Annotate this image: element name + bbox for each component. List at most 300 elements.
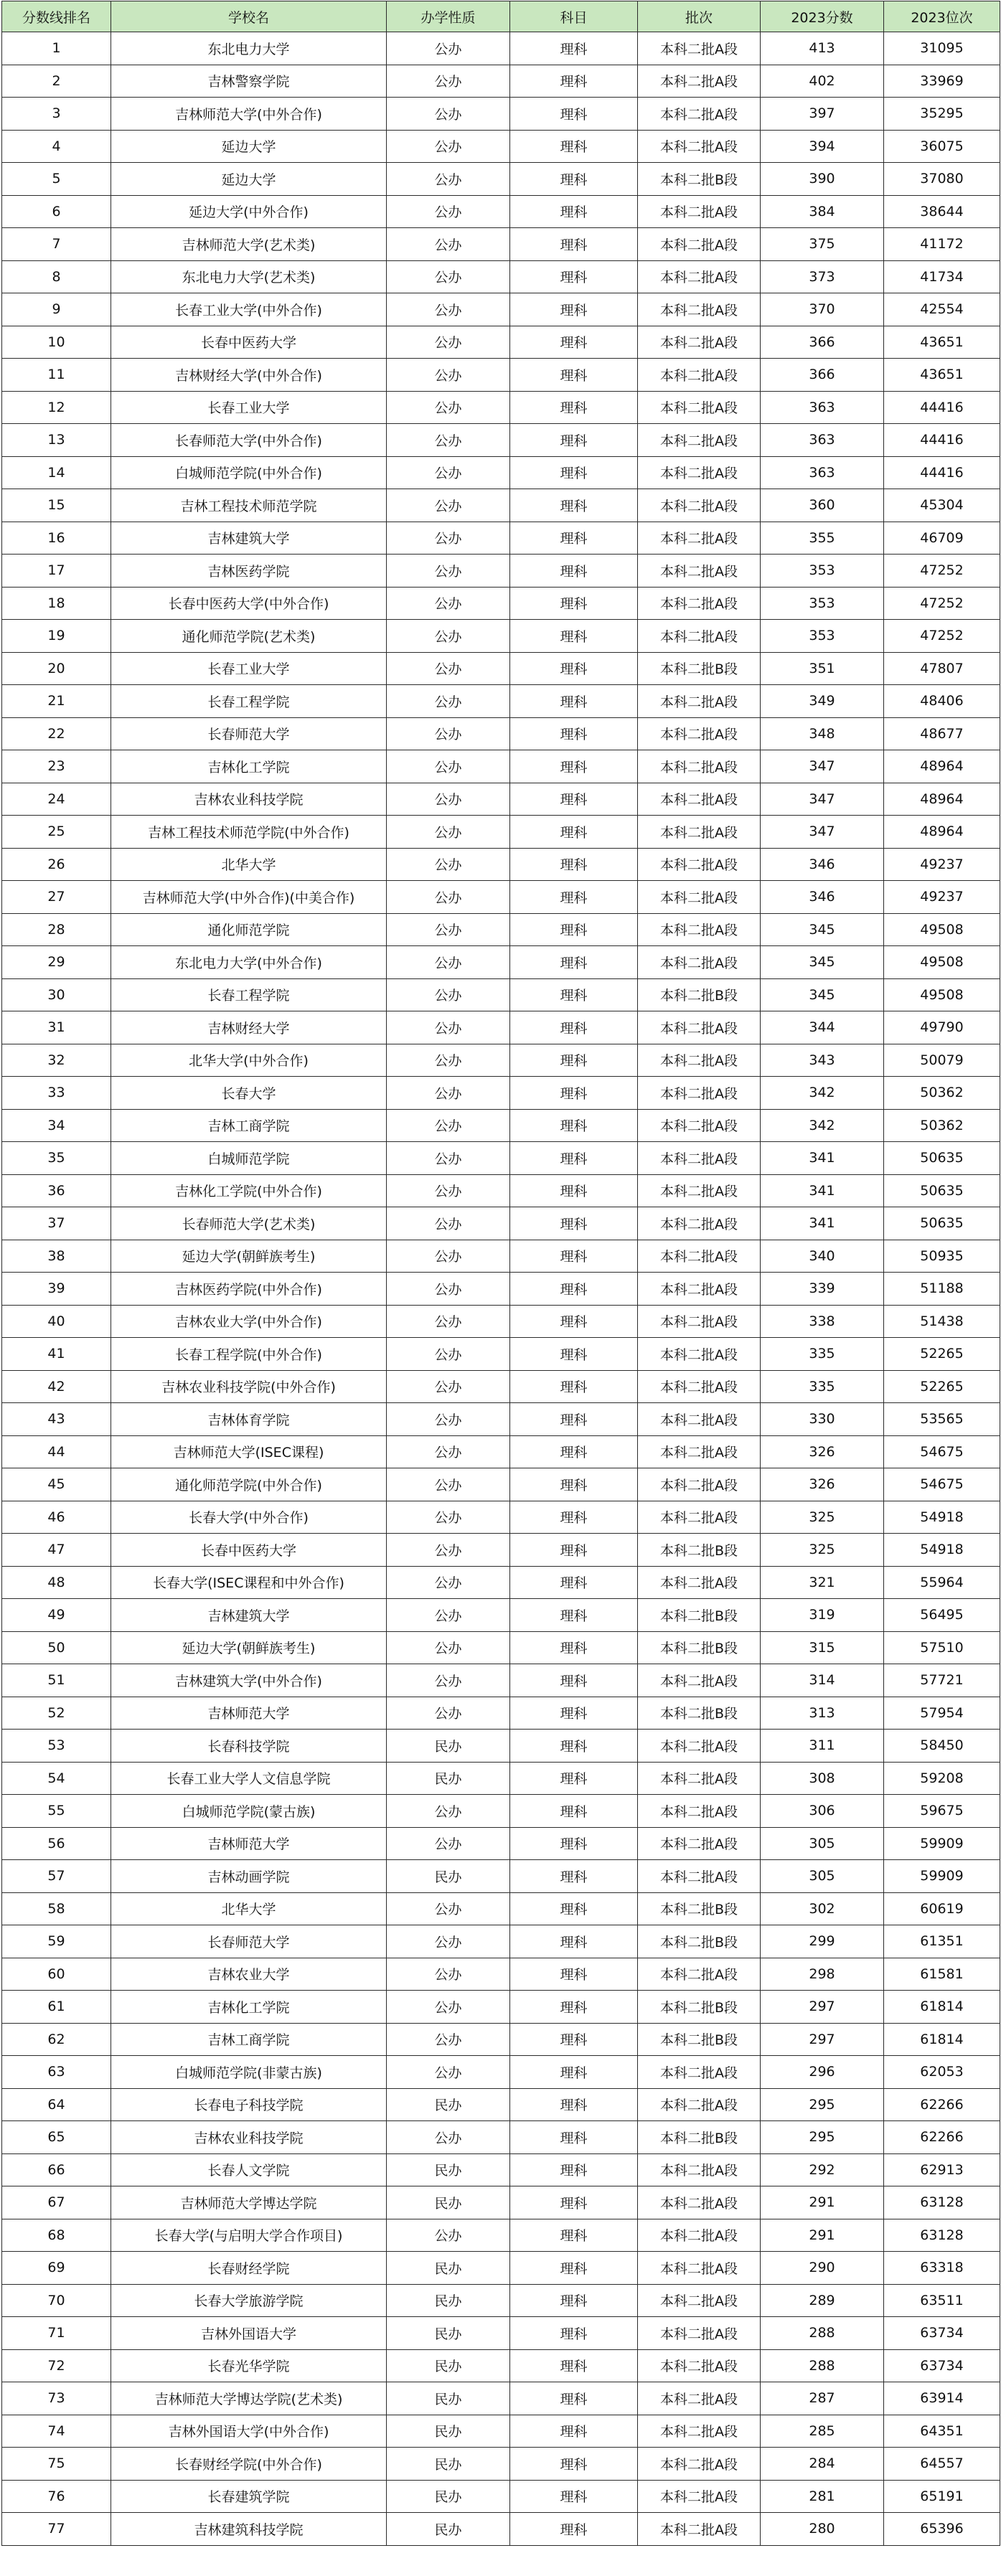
cell-score: 305 (761, 1827, 884, 1860)
cell-ownership: 公办 (387, 195, 510, 228)
cell-subject: 理科 (510, 2415, 638, 2448)
cell-ownership: 公办 (387, 391, 510, 424)
cell-batch: 本科二批A段 (638, 2153, 761, 2186)
cell-batch: 本科二批A段 (638, 2056, 761, 2089)
cell-score: 281 (761, 2480, 884, 2513)
cell-subject: 理科 (510, 2088, 638, 2121)
table-row (2, 848, 1000, 881)
cell-ownership: 公办 (387, 32, 510, 65)
cell-ownership: 公办 (387, 228, 510, 261)
cell-score: 315 (761, 1631, 884, 1664)
cell-batch: 本科二批A段 (638, 2088, 761, 2121)
cell-score: 353 (761, 587, 884, 620)
cell-rank: 36 (2, 1174, 111, 1207)
cell-subject: 理科 (510, 1403, 638, 1436)
column-header-rank: 分数线排名 (2, 1, 111, 32)
cell-subject: 理科 (510, 65, 638, 98)
cell-ownership: 公办 (387, 1338, 510, 1371)
table-row (2, 1109, 1000, 1142)
cell-school-name: 北华大学 (111, 1892, 387, 1925)
cell-ownership: 公办 (387, 1892, 510, 1925)
cell-batch: 本科二批B段 (638, 1892, 761, 1925)
cell-score: 330 (761, 1403, 884, 1436)
table-row (2, 946, 1000, 979)
table-body (2, 32, 1000, 2546)
cell-position: 61351 (884, 1925, 1000, 1958)
cell-school-name: 吉林医药学院(中外合作) (111, 1273, 387, 1306)
table-row (2, 195, 1000, 228)
cell-school-name: 白城师范学院(非蒙古族) (111, 2056, 387, 2089)
cell-ownership: 公办 (387, 1370, 510, 1403)
cell-ownership: 公办 (387, 260, 510, 293)
cell-batch: 本科二批A段 (638, 522, 761, 555)
cell-subject: 理科 (510, 1762, 638, 1795)
cell-subject: 理科 (510, 946, 638, 979)
table-row (2, 522, 1000, 555)
cell-score: 402 (761, 65, 884, 98)
cell-score: 288 (761, 2349, 884, 2382)
cell-school-name: 长春大学(中外合作) (111, 1501, 387, 1534)
cell-subject: 理科 (510, 359, 638, 392)
cell-score: 366 (761, 326, 884, 359)
cell-ownership: 公办 (387, 424, 510, 457)
cell-rank: 58 (2, 1892, 111, 1925)
cell-rank: 51 (2, 1664, 111, 1697)
cell-subject: 理科 (510, 1599, 638, 1632)
cell-school-name: 延边大学 (111, 163, 387, 196)
cell-school-name: 长春大学旅游学院 (111, 2284, 387, 2317)
cell-score: 346 (761, 881, 884, 914)
cell-score: 345 (761, 913, 884, 946)
column-header-score: 2023分数 (761, 1, 884, 32)
cell-subject: 理科 (510, 424, 638, 457)
cell-rank: 66 (2, 2153, 111, 2186)
cell-ownership: 公办 (387, 1566, 510, 1599)
cell-school-name: 长春大学(与启明大学合作项目) (111, 2219, 387, 2252)
cell-rank: 7 (2, 228, 111, 261)
cell-position: 31095 (884, 32, 1000, 65)
cell-position: 48964 (884, 750, 1000, 783)
cell-score: 335 (761, 1370, 884, 1403)
cell-score: 363 (761, 456, 884, 489)
table-row (2, 1892, 1000, 1925)
cell-batch: 本科二批A段 (638, 32, 761, 65)
cell-ownership: 公办 (387, 881, 510, 914)
cell-subject: 理科 (510, 1273, 638, 1306)
cell-school-name: 长春工程学院 (111, 685, 387, 718)
cell-school-name: 吉林农业大学(中外合作) (111, 1305, 387, 1338)
cell-batch: 本科二批A段 (638, 1273, 761, 1306)
cell-subject: 理科 (510, 163, 638, 196)
cell-score: 299 (761, 1925, 884, 1958)
cell-school-name: 吉林师范大学 (111, 1827, 387, 1860)
cell-batch: 本科二批A段 (638, 881, 761, 914)
table-row (2, 424, 1000, 457)
cell-score: 397 (761, 98, 884, 131)
cell-ownership: 公办 (387, 2023, 510, 2056)
cell-batch: 本科二批A段 (638, 1403, 761, 1436)
table-row (2, 2480, 1000, 2513)
table-row (2, 260, 1000, 293)
cell-rank: 15 (2, 489, 111, 522)
cell-subject: 理科 (510, 2252, 638, 2285)
cell-school-name: 长春师范大学 (111, 1925, 387, 1958)
cell-rank: 12 (2, 391, 111, 424)
cell-subject: 理科 (510, 652, 638, 685)
cell-score: 314 (761, 1664, 884, 1697)
column-header-school: 学校名 (111, 1, 387, 32)
cell-school-name: 吉林农业科技学院 (111, 2121, 387, 2154)
cell-position: 47252 (884, 587, 1000, 620)
cell-ownership: 公办 (387, 163, 510, 196)
cell-position: 54918 (884, 1534, 1000, 1567)
cell-position: 48406 (884, 685, 1000, 718)
cell-rank: 70 (2, 2284, 111, 2317)
cell-batch: 本科二批B段 (638, 1925, 761, 1958)
cell-rank: 57 (2, 1860, 111, 1893)
cell-subject: 理科 (510, 1044, 638, 1077)
cell-rank: 46 (2, 1501, 111, 1534)
cell-position: 63914 (884, 2382, 1000, 2415)
cell-rank: 27 (2, 881, 111, 914)
cell-school-name: 吉林动画学院 (111, 1860, 387, 1893)
cell-school-name: 通化师范学院 (111, 913, 387, 946)
cell-subject: 理科 (510, 2349, 638, 2382)
cell-batch: 本科二批B段 (638, 2023, 761, 2056)
table-row (2, 1566, 1000, 1599)
cell-school-name: 吉林农业大学 (111, 1958, 387, 1991)
cell-rank: 4 (2, 130, 111, 163)
cell-position: 49508 (884, 978, 1000, 1011)
cell-rank: 9 (2, 293, 111, 326)
cell-score: 319 (761, 1599, 884, 1632)
cell-ownership: 公办 (387, 326, 510, 359)
cell-ownership: 公办 (387, 620, 510, 653)
cell-ownership: 公办 (387, 555, 510, 588)
cell-ownership: 民办 (387, 1860, 510, 1893)
cell-ownership: 民办 (387, 2513, 510, 2546)
cell-rank: 3 (2, 98, 111, 131)
cell-position: 62266 (884, 2088, 1000, 2121)
cell-ownership: 民办 (387, 2088, 510, 2121)
cell-school-name: 长春大学(ISEC课程和中外合作) (111, 1566, 387, 1599)
cell-score: 311 (761, 1730, 884, 1763)
cell-ownership: 公办 (387, 1599, 510, 1632)
cell-subject: 理科 (510, 2284, 638, 2317)
cell-school-name: 吉林农业科技学院 (111, 783, 387, 816)
cell-position: 54675 (884, 1435, 1000, 1468)
cell-batch: 本科二批A段 (638, 2415, 761, 2448)
cell-subject: 理科 (510, 587, 638, 620)
cell-school-name: 长春财经学院 (111, 2252, 387, 2285)
cell-rank: 67 (2, 2186, 111, 2219)
cell-score: 363 (761, 424, 884, 457)
cell-ownership: 民办 (387, 2382, 510, 2415)
cell-batch: 本科二批A段 (638, 2317, 761, 2350)
cell-batch: 本科二批A段 (638, 2480, 761, 2513)
cell-school-name: 长春工程学院(中外合作) (111, 1338, 387, 1371)
cell-school-name: 长春工程学院 (111, 978, 387, 1011)
cell-subject: 理科 (510, 391, 638, 424)
cell-score: 313 (761, 1697, 884, 1730)
table-row (2, 587, 1000, 620)
cell-position: 50635 (884, 1207, 1000, 1240)
cell-score: 343 (761, 1044, 884, 1077)
cell-position: 49508 (884, 946, 1000, 979)
table-row (2, 163, 1000, 196)
cell-school-name: 延边大学(中外合作) (111, 195, 387, 228)
cell-batch: 本科二批A段 (638, 1044, 761, 1077)
cell-school-name: 吉林师范大学博达学院 (111, 2186, 387, 2219)
cell-subject: 理科 (510, 260, 638, 293)
cell-school-name: 吉林师范大学 (111, 1697, 387, 1730)
cell-position: 57510 (884, 1631, 1000, 1664)
cell-ownership: 民办 (387, 2153, 510, 2186)
table-row (2, 1795, 1000, 1828)
cell-position: 43651 (884, 359, 1000, 392)
cell-batch: 本科二批A段 (638, 620, 761, 653)
cell-score: 339 (761, 1273, 884, 1306)
cell-school-name: 延边大学(朝鲜族考生) (111, 1240, 387, 1273)
cell-position: 64351 (884, 2415, 1000, 2448)
table-row (2, 1958, 1000, 1991)
cell-batch: 本科二批A段 (638, 1142, 761, 1175)
cell-subject: 理科 (510, 2382, 638, 2415)
cell-score: 347 (761, 816, 884, 849)
table-row (2, 2186, 1000, 2219)
cell-batch: 本科二批A段 (638, 1011, 761, 1044)
table-row (2, 717, 1000, 750)
cell-score: 370 (761, 293, 884, 326)
cell-subject: 理科 (510, 1827, 638, 1860)
cell-score: 325 (761, 1501, 884, 1534)
cell-school-name: 长春工业大学人文信息学院 (111, 1762, 387, 1795)
cell-position: 57721 (884, 1664, 1000, 1697)
cell-subject: 理科 (510, 1109, 638, 1142)
table-row (2, 1011, 1000, 1044)
cell-school-name: 长春科技学院 (111, 1730, 387, 1763)
cell-rank: 55 (2, 1795, 111, 1828)
cell-position: 59675 (884, 1795, 1000, 1828)
cell-school-name: 吉林工商学院 (111, 2023, 387, 2056)
cell-subject: 理科 (510, 555, 638, 588)
cell-batch: 本科二批B段 (638, 2121, 761, 2154)
table-row (2, 1370, 1000, 1403)
cell-rank: 20 (2, 652, 111, 685)
cell-score: 325 (761, 1534, 884, 1567)
cell-rank: 68 (2, 2219, 111, 2252)
cell-batch: 本科二批A段 (638, 1664, 761, 1697)
cell-school-name: 延边大学 (111, 130, 387, 163)
cell-batch: 本科二批A段 (638, 587, 761, 620)
cell-batch: 本科二批A段 (638, 1077, 761, 1110)
cell-subject: 理科 (510, 1435, 638, 1468)
cell-ownership: 公办 (387, 652, 510, 685)
cell-ownership: 公办 (387, 783, 510, 816)
cell-subject: 理科 (510, 717, 638, 750)
table-row (2, 2056, 1000, 2089)
cell-score: 342 (761, 1077, 884, 1110)
cell-subject: 理科 (510, 1011, 638, 1044)
cell-ownership: 民办 (387, 2186, 510, 2219)
cell-score: 297 (761, 2023, 884, 2056)
table-row (2, 1860, 1000, 1893)
cell-school-name: 白城师范学院 (111, 1142, 387, 1175)
cell-subject: 理科 (510, 228, 638, 261)
cell-rank: 65 (2, 2121, 111, 2154)
cell-ownership: 民办 (387, 2284, 510, 2317)
cell-school-name: 长春电子科技学院 (111, 2088, 387, 2121)
cell-position: 48964 (884, 783, 1000, 816)
cell-batch: 本科二批A段 (638, 1795, 761, 1828)
table-row (2, 1631, 1000, 1664)
cell-subject: 理科 (510, 1207, 638, 1240)
cell-ownership: 公办 (387, 130, 510, 163)
cell-ownership: 公办 (387, 1991, 510, 2024)
cell-batch: 本科二批A段 (638, 913, 761, 946)
cell-subject: 理科 (510, 1174, 638, 1207)
cell-subject: 理科 (510, 685, 638, 718)
cell-score: 344 (761, 1011, 884, 1044)
cell-rank: 71 (2, 2317, 111, 2350)
cell-ownership: 公办 (387, 587, 510, 620)
cell-school-name: 吉林建筑科技学院 (111, 2513, 387, 2546)
cell-position: 52265 (884, 1338, 1000, 1371)
cell-rank: 39 (2, 1273, 111, 1306)
cell-batch: 本科二批A段 (638, 260, 761, 293)
cell-batch: 本科二批A段 (638, 1174, 761, 1207)
cell-batch: 本科二批A段 (638, 1730, 761, 1763)
cell-school-name: 东北电力大学(艺术类) (111, 260, 387, 293)
cell-rank: 62 (2, 2023, 111, 2056)
table-row (2, 2153, 1000, 2186)
cell-position: 54675 (884, 1468, 1000, 1501)
cell-score: 341 (761, 1142, 884, 1175)
cell-school-name: 吉林师范大学(ISEC课程) (111, 1435, 387, 1468)
cell-school-name: 长春人文学院 (111, 2153, 387, 2186)
cell-batch: 本科二批A段 (638, 359, 761, 392)
table-row (2, 2317, 1000, 2350)
cell-ownership: 公办 (387, 2121, 510, 2154)
cell-school-name: 吉林建筑大学(中外合作) (111, 1664, 387, 1697)
cell-school-name: 长春中医药大学 (111, 1534, 387, 1567)
cell-ownership: 公办 (387, 1697, 510, 1730)
cell-batch: 本科二批A段 (638, 685, 761, 718)
cell-rank: 33 (2, 1077, 111, 1110)
cell-subject: 理科 (510, 978, 638, 1011)
cell-position: 41734 (884, 260, 1000, 293)
cell-ownership: 民办 (387, 1730, 510, 1763)
cell-ownership: 公办 (387, 1011, 510, 1044)
cell-ownership: 公办 (387, 293, 510, 326)
cell-subject: 理科 (510, 848, 638, 881)
cell-school-name: 吉林财经大学(中外合作) (111, 359, 387, 392)
column-header-position: 2023位次 (884, 1, 1000, 32)
cell-subject: 理科 (510, 1240, 638, 1273)
cell-batch: 本科二批B段 (638, 1599, 761, 1632)
cell-rank: 52 (2, 1697, 111, 1730)
cell-batch: 本科二批A段 (638, 1240, 761, 1273)
cell-subject: 理科 (510, 881, 638, 914)
cell-score: 321 (761, 1566, 884, 1599)
cell-rank: 11 (2, 359, 111, 392)
cell-position: 47252 (884, 620, 1000, 653)
cell-position: 49508 (884, 913, 1000, 946)
cell-rank: 59 (2, 1925, 111, 1958)
cell-ownership: 公办 (387, 1044, 510, 1077)
cell-score: 340 (761, 1240, 884, 1273)
cell-rank: 49 (2, 1599, 111, 1632)
cell-position: 42554 (884, 293, 1000, 326)
cell-position: 59208 (884, 1762, 1000, 1795)
cell-score: 348 (761, 717, 884, 750)
cell-batch: 本科二批A段 (638, 456, 761, 489)
cell-score: 338 (761, 1305, 884, 1338)
cell-school-name: 东北电力大学(中外合作) (111, 946, 387, 979)
cell-batch: 本科二批A段 (638, 750, 761, 783)
cell-ownership: 公办 (387, 1240, 510, 1273)
cell-score: 285 (761, 2415, 884, 2448)
cell-subject: 理科 (510, 1892, 638, 1925)
cell-rank: 45 (2, 1468, 111, 1501)
cell-position: 49237 (884, 848, 1000, 881)
cell-subject: 理科 (510, 2153, 638, 2186)
cell-position: 64557 (884, 2448, 1000, 2481)
cell-ownership: 公办 (387, 1958, 510, 1991)
cell-rank: 16 (2, 522, 111, 555)
cell-score: 291 (761, 2186, 884, 2219)
cell-batch: 本科二批A段 (638, 783, 761, 816)
cell-rank: 74 (2, 2415, 111, 2448)
cell-position: 60619 (884, 1892, 1000, 1925)
cell-score: 390 (761, 163, 884, 196)
cell-position: 56495 (884, 1599, 1000, 1632)
cell-subject: 理科 (510, 1468, 638, 1501)
cell-score: 289 (761, 2284, 884, 2317)
cell-rank: 37 (2, 1207, 111, 1240)
cell-position: 59909 (884, 1827, 1000, 1860)
table-row (2, 359, 1000, 392)
cell-score: 308 (761, 1762, 884, 1795)
cell-position: 63734 (884, 2349, 1000, 2382)
cell-ownership: 公办 (387, 2056, 510, 2089)
cell-ownership: 公办 (387, 65, 510, 98)
cell-position: 59909 (884, 1860, 1000, 1893)
cell-school-name: 长春工业大学(中外合作) (111, 293, 387, 326)
column-header-ownership: 办学性质 (387, 1, 510, 32)
cell-batch: 本科二批A段 (638, 1370, 761, 1403)
cell-school-name: 吉林化工学院 (111, 750, 387, 783)
cell-rank: 64 (2, 2088, 111, 2121)
table-row (2, 228, 1000, 261)
cell-school-name: 东北电力大学 (111, 32, 387, 65)
cell-rank: 17 (2, 555, 111, 588)
cell-subject: 理科 (510, 293, 638, 326)
cell-batch: 本科二批A段 (638, 1109, 761, 1142)
cell-subject: 理科 (510, 1142, 638, 1175)
cell-rank: 38 (2, 1240, 111, 1273)
table-row (2, 750, 1000, 783)
table-row (2, 2448, 1000, 2481)
table-row (2, 881, 1000, 914)
cell-ownership: 公办 (387, 1174, 510, 1207)
table-row (2, 1762, 1000, 1795)
cell-position: 49790 (884, 1011, 1000, 1044)
cell-rank: 14 (2, 456, 111, 489)
cell-school-name: 长春工业大学 (111, 391, 387, 424)
cell-school-name: 白城师范学院(中外合作) (111, 456, 387, 489)
cell-batch: 本科二批A段 (638, 1762, 761, 1795)
